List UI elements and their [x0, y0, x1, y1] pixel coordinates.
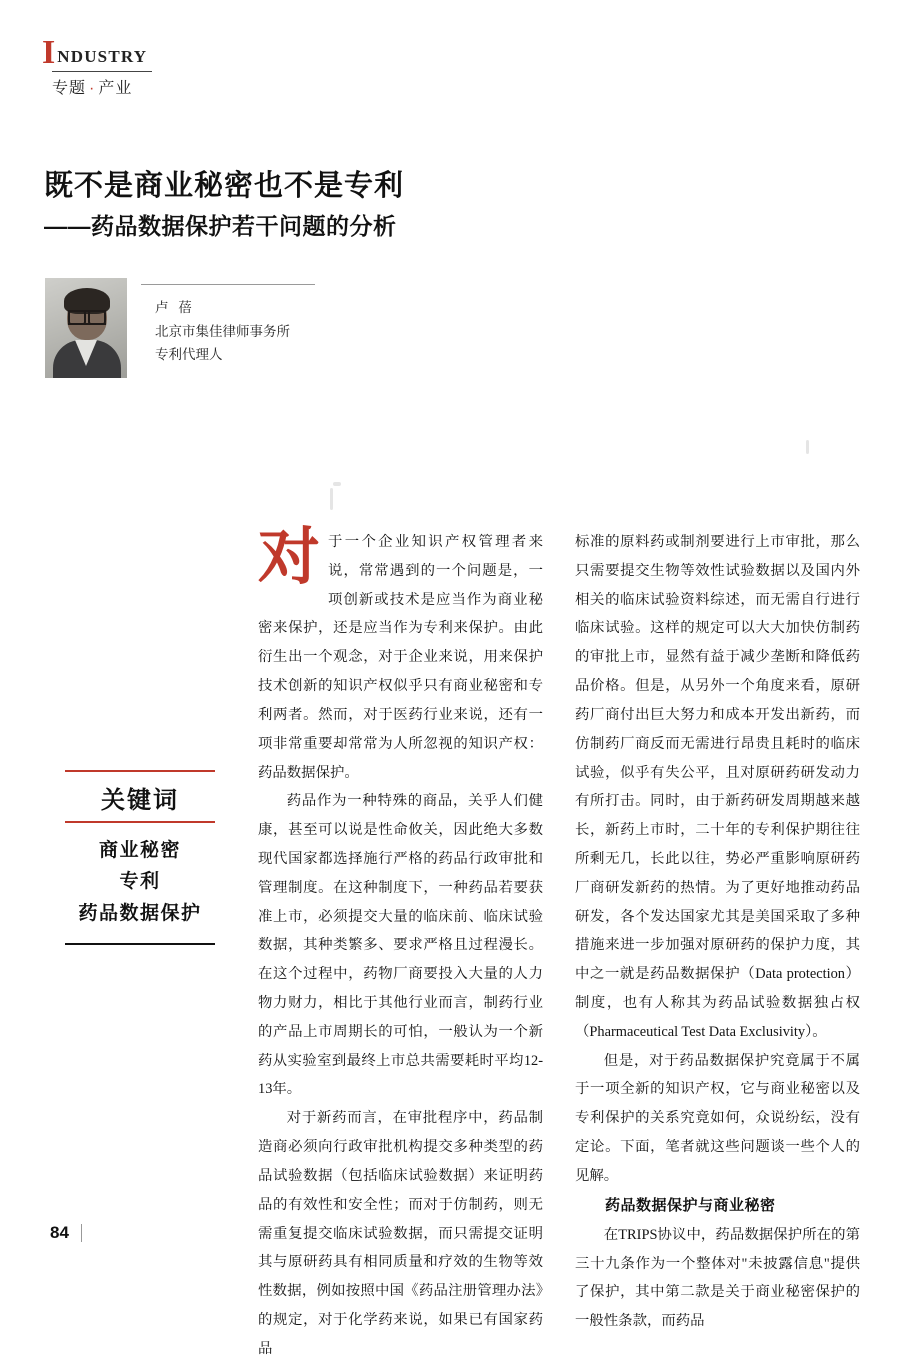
author-divider: [141, 284, 315, 285]
body-paragraph: 但是，对于药品数据保护究竟属于不属于一项全新的知识产权，它与商业秘密以及专利保护的关系究竟如何，众说纷纭，没有定论。下面，笔者就这些问题谈一些个人的见解。: [575, 1052, 860, 1184]
scan-artifact: [330, 488, 333, 510]
author-portrait-photo: [45, 278, 127, 378]
section-subheading: 药品数据保护与商业秘密: [605, 1196, 776, 1214]
keyword-item: 药品数据保护: [78, 902, 202, 924]
running-head-chinese: [52, 75, 282, 98]
author-info: [155, 296, 345, 367]
keyword-item: 商业秘密: [98, 840, 181, 861]
body-paragraph: 在TRIPS协议中，药品数据保护所在的第三十九条作为一个整体对"未披露信息"提供了保护，其中第二款是关于商业秘密保护的一般性条款，而药品: [575, 1226, 860, 1330]
author-affiliation: 北京市集佳律师事务所: [155, 323, 290, 339]
body-paragraph-text: 于一个企业知识产权管理者来说，常常遇到的一个问题是，一项创新或技术是应当作为商业秘密来保护，还是应当作为专利来保护。由此衍生出一个观念，对于企业来说，用来保护技术创新的知识产权似乎只有商业秘密和专利两者。然而，对于医药行业来说，还有一项非常重要却常常为人所忽视的知识产权：药品数据保护。: [258, 534, 543, 781]
article-title-block: [44, 168, 684, 242]
running-head-word: NDUSTRY: [57, 46, 148, 66]
page-number: 84: [50, 1223, 69, 1242]
body-paragraph: [258, 524, 543, 787]
body-column-left: [258, 524, 543, 1364]
body-paragraph: 对于新药而言，在审批程序中，药品制造商必须向行政审批机构提交多种类型的药品试验数据（包括临床试验数据）来证明药品的有效性和安全性；而对于仿制药，则无需重复提交临床试验数据，而只需提交证明其与原研药具有相同质量和疗效的生物等效性数据，例如按照中国《药品注册管理办法》的规定，对于化学药来说，如果已有国家药品: [258, 1110, 543, 1357]
scan-artifact: [333, 482, 341, 486]
body-paragraph: 标准的原料药或制剂要进行上市审批，那么只需要提交生物等效性试验数据以及国内外相关的临床试验资料综述，而无需自行进行临床试验。这样的规定可以大大加快仿制药的审批上市，显然有益于减少垄断和降低药品价格。但是，从另外一个角度来看，原研药厂商付出巨大努力和成本开发出新药，而仿制药厂商反而无需进行昂贵且耗时的临床试验，似乎有失公平，且对原研药研发动力有所打击。同时，由于新药研发周期越来越长，新药上市时，二十年的专利保护期往往所剩无几，长此以往，势必严重影响原研药厂商研发新药的热情。为了更好地推动药品研发，各个发达国家尤其是美国采取了多种措施来进一步加强对原研药的保护力度，其中之一就是药品数据保护（Data protection）制度，也有人称其为药品试验数据独占权（Pharmaceutical Test Data Exclusivity）。: [575, 534, 860, 1040]
scan-artifact: [806, 440, 809, 454]
author-role: 专利代理人: [155, 347, 223, 363]
running-head-chinese-right: 产业: [98, 79, 133, 97]
running-head-divider: [52, 71, 152, 72]
running-head-dropcap: I: [42, 34, 56, 71]
page-footer: [50, 1223, 82, 1243]
keywords-rule-top: [65, 770, 215, 772]
keywords-rule-bottom: [65, 943, 215, 945]
author-block: [45, 278, 315, 383]
body-paragraph: 药品作为一种特殊的商品，关乎人们健康，甚至可以说是性命攸关，因此绝大多数现代国家都选择施行严格的药品行政审批和管理制度。在这种制度下，一种药品若要获准上市，必须提交大量的临床前、临床试验数据，其种类繁多、要求严格且过程漫长。在这个过程中，药物厂商要投入大量的人力物力财力，相比于其他行业而言，制药行业的产品上市周期长的可怕，一般认为一个新药从实验室到最终上市总共需要耗时平均12-13年。: [258, 793, 543, 1098]
keywords-rule-middle: [65, 821, 215, 823]
keywords-heading: 关键词: [101, 787, 179, 814]
running-head-latin: [42, 34, 282, 71]
page-subtitle: ——药品数据保护若干问题的分析: [44, 213, 397, 240]
running-head-chinese-left: 专题: [52, 79, 87, 97]
keyword-item: 专利: [119, 871, 161, 893]
running-head: [42, 34, 282, 98]
body-dropcap: 对: [258, 524, 321, 592]
running-head-separator: ·: [89, 79, 96, 97]
body-column-right: [575, 528, 860, 1336]
author-name: 卢 蓓: [155, 300, 195, 315]
keywords-box: [50, 770, 230, 945]
page-title: 既不是商业秘密也不是专利: [44, 170, 405, 202]
footer-divider: [81, 1224, 82, 1242]
